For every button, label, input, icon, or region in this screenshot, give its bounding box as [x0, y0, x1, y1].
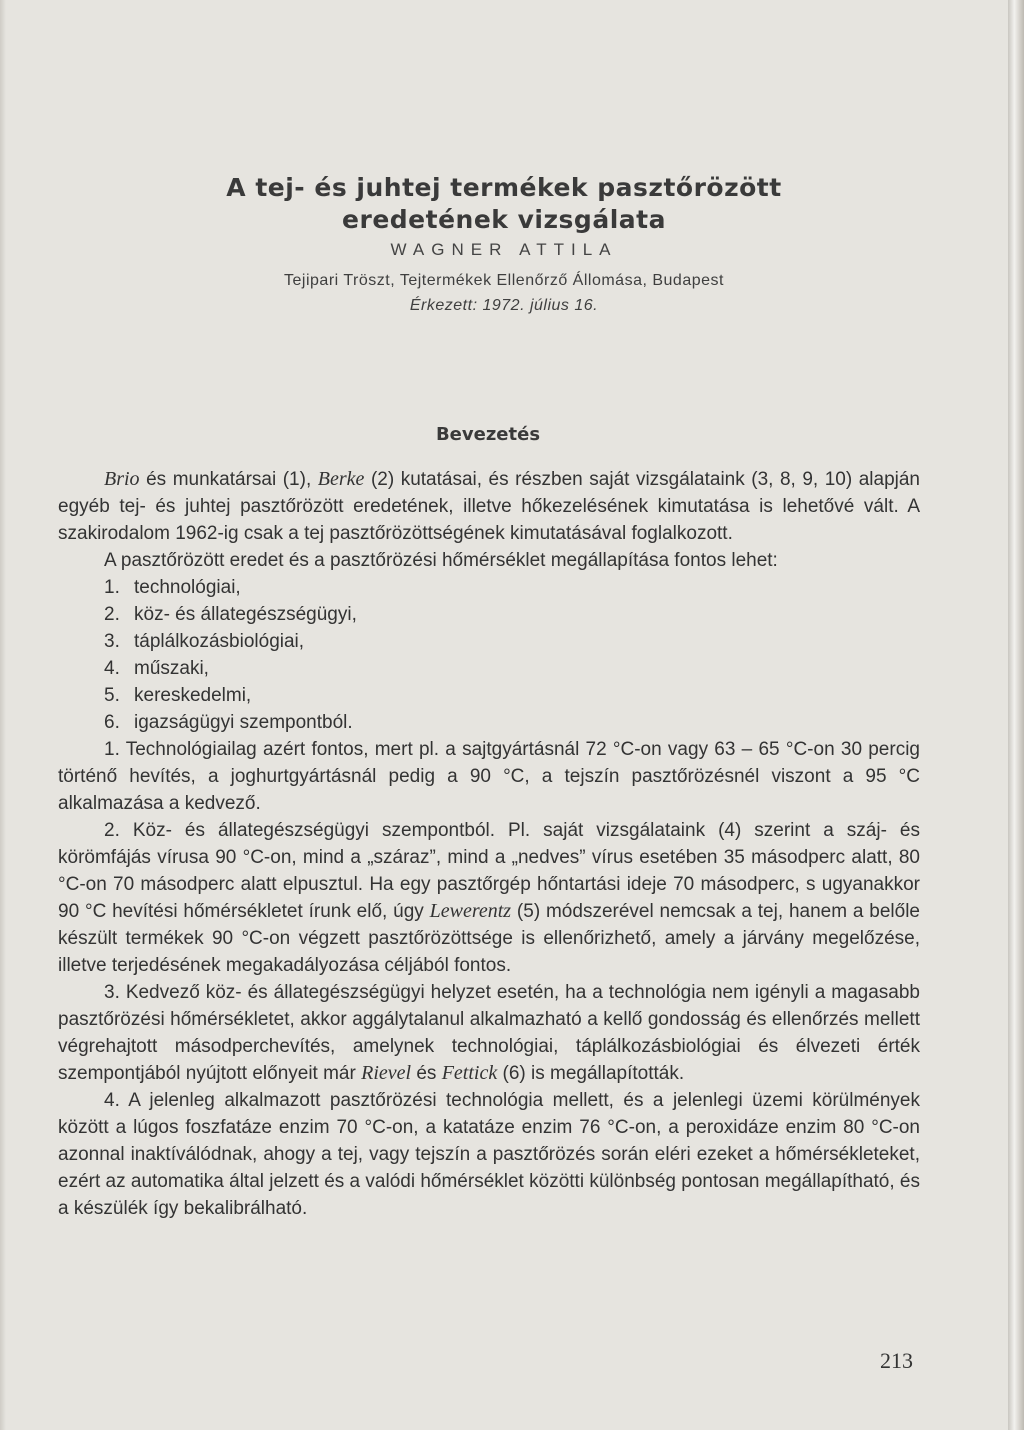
list-item: 4. műszaki, — [104, 658, 209, 679]
list-item: 1. technológiai, — [104, 577, 241, 598]
author-ref-berke: Berke — [317, 468, 365, 490]
list-item: 2. köz- és állategészségügyi, — [104, 604, 357, 625]
author-name: WAGNER ATTILA — [390, 240, 618, 259]
importance-list — [58, 574, 920, 736]
page-number: 213 — [880, 1348, 913, 1373]
received-date — [0, 297, 1008, 315]
paragraph-technology: 1. Technológiailag azért fontos, mert pl. a sajtgyártásnál 72 °C-on vagy 63 – 65 °C-on 30 percig történő hevítés, a joghurtgyártásnál pedig a 90 °C, a tejszín pasztőrözésnél viszont a 95 °C alkalmazása a kedvező. — [58, 739, 920, 814]
section-heading: Bevezetés — [435, 424, 541, 445]
paragraph-current-technology: 4. A jelenleg alkalmazott pasztőrözési technológia mellett, és a jelenlegi üzemi körülmények között a lúgos foszfatáze enzim 70 °C-on, a katatáze enzim 76 °C-on, a peroxidáze enzim 80 °C-on azonnal inaktíválódnak, ahogy a tej, vagy tejszín a pasztőrözés során eléri ezeket a hőmérsékleteket, ezért az automatika által jelzett és a valódi hőmérséklet közötti különbség pontosan megállapítható, és a készülék így bekalibrálható. — [58, 1090, 920, 1219]
list-item: 5. kereskedelmi, — [104, 685, 252, 706]
title-line-1: A tej- és juhtej termékek pasztőrözött — [226, 173, 782, 202]
author-ref-brio: Brio — [104, 468, 140, 490]
author-ref-lewerentz: Lewerentz — [429, 900, 512, 922]
body-text — [58, 466, 920, 1222]
paragraph-favorable: 3. Kedvező köz- és állategészségügyi helyzet esetén, ha a technológia nem igényli a magasabb pasztőrözési hőmérsékletet, akkor aggálytalanul alkalmazható a kellő gondosság és ellenőrzés mellett végrehajtott másodperchevítés, amelynek technológiai, táplálkozásbiológiai és élvezeti érték szempontjából nyújtott előnyeit már Rievel és Fettick (6) is megállapították. — [58, 982, 920, 1084]
page-binding-edge — [1008, 0, 1024, 1430]
title-line-2: eredetének vizsgálata — [342, 205, 666, 234]
paragraph-intro: Brio és munkatársai (1), Berke (2) kutatásai, és részben saját vizsgálataink (3, 8, 9, 10) alapján egyéb tej- és juhtej pasztőrözött eredetének, illetve hőkezelésének kimutatása is lehetővé vált. A szakirodalom 1962-ig csak a tej pasztőrözöttségének kimutatásával foglalkozott. — [58, 468, 921, 544]
author-ref-rievel: Rievel — [361, 1062, 412, 1084]
list-item: 6. igazságügyi szempontból. — [104, 712, 353, 733]
received-date-value: 1972. július 16. — [482, 297, 599, 314]
author-ref-fettick: Fettick — [441, 1062, 498, 1084]
paragraph-importance: A pasztőrözött eredet és a pasztőrözési hőmérséklet megállapítása fontos lehet: — [104, 550, 778, 571]
received-label: Érkezett: — [409, 297, 478, 314]
article-title — [0, 172, 1008, 236]
paragraph-health: 2. Köz- és állategészségügyi szempontból. Pl. saját vizsgálataink (4) szerint a száj- és körömfájás vírusa 90 °C-on, mind a „száraz”, mind a „nedves” vírus esetében 35 másodperc alatt, 80 °C-on 70 másodperc alatt elpusztul. Ha egy pasztőrgép hőntartási ideje 70 másodperc, s ugyanakkor 90 °C hevítési hőmérsékletet írunk elő, úgy Lewerentz (5) módszerével nemcsak a tej, hanem a belőle készült termékek 90 °C-on végzett pasztőrözöttsége is ellenőrizhető, amely a járvány megelőzése, illetve terjedésének megakadályozása céljából fontos. — [58, 820, 920, 976]
list-item: 3. táplálkozásbiológiai, — [104, 631, 305, 652]
affiliation: Tejipari Tröszt, Tejtermékek Ellenőrző Állomása, Budapest — [284, 272, 724, 289]
